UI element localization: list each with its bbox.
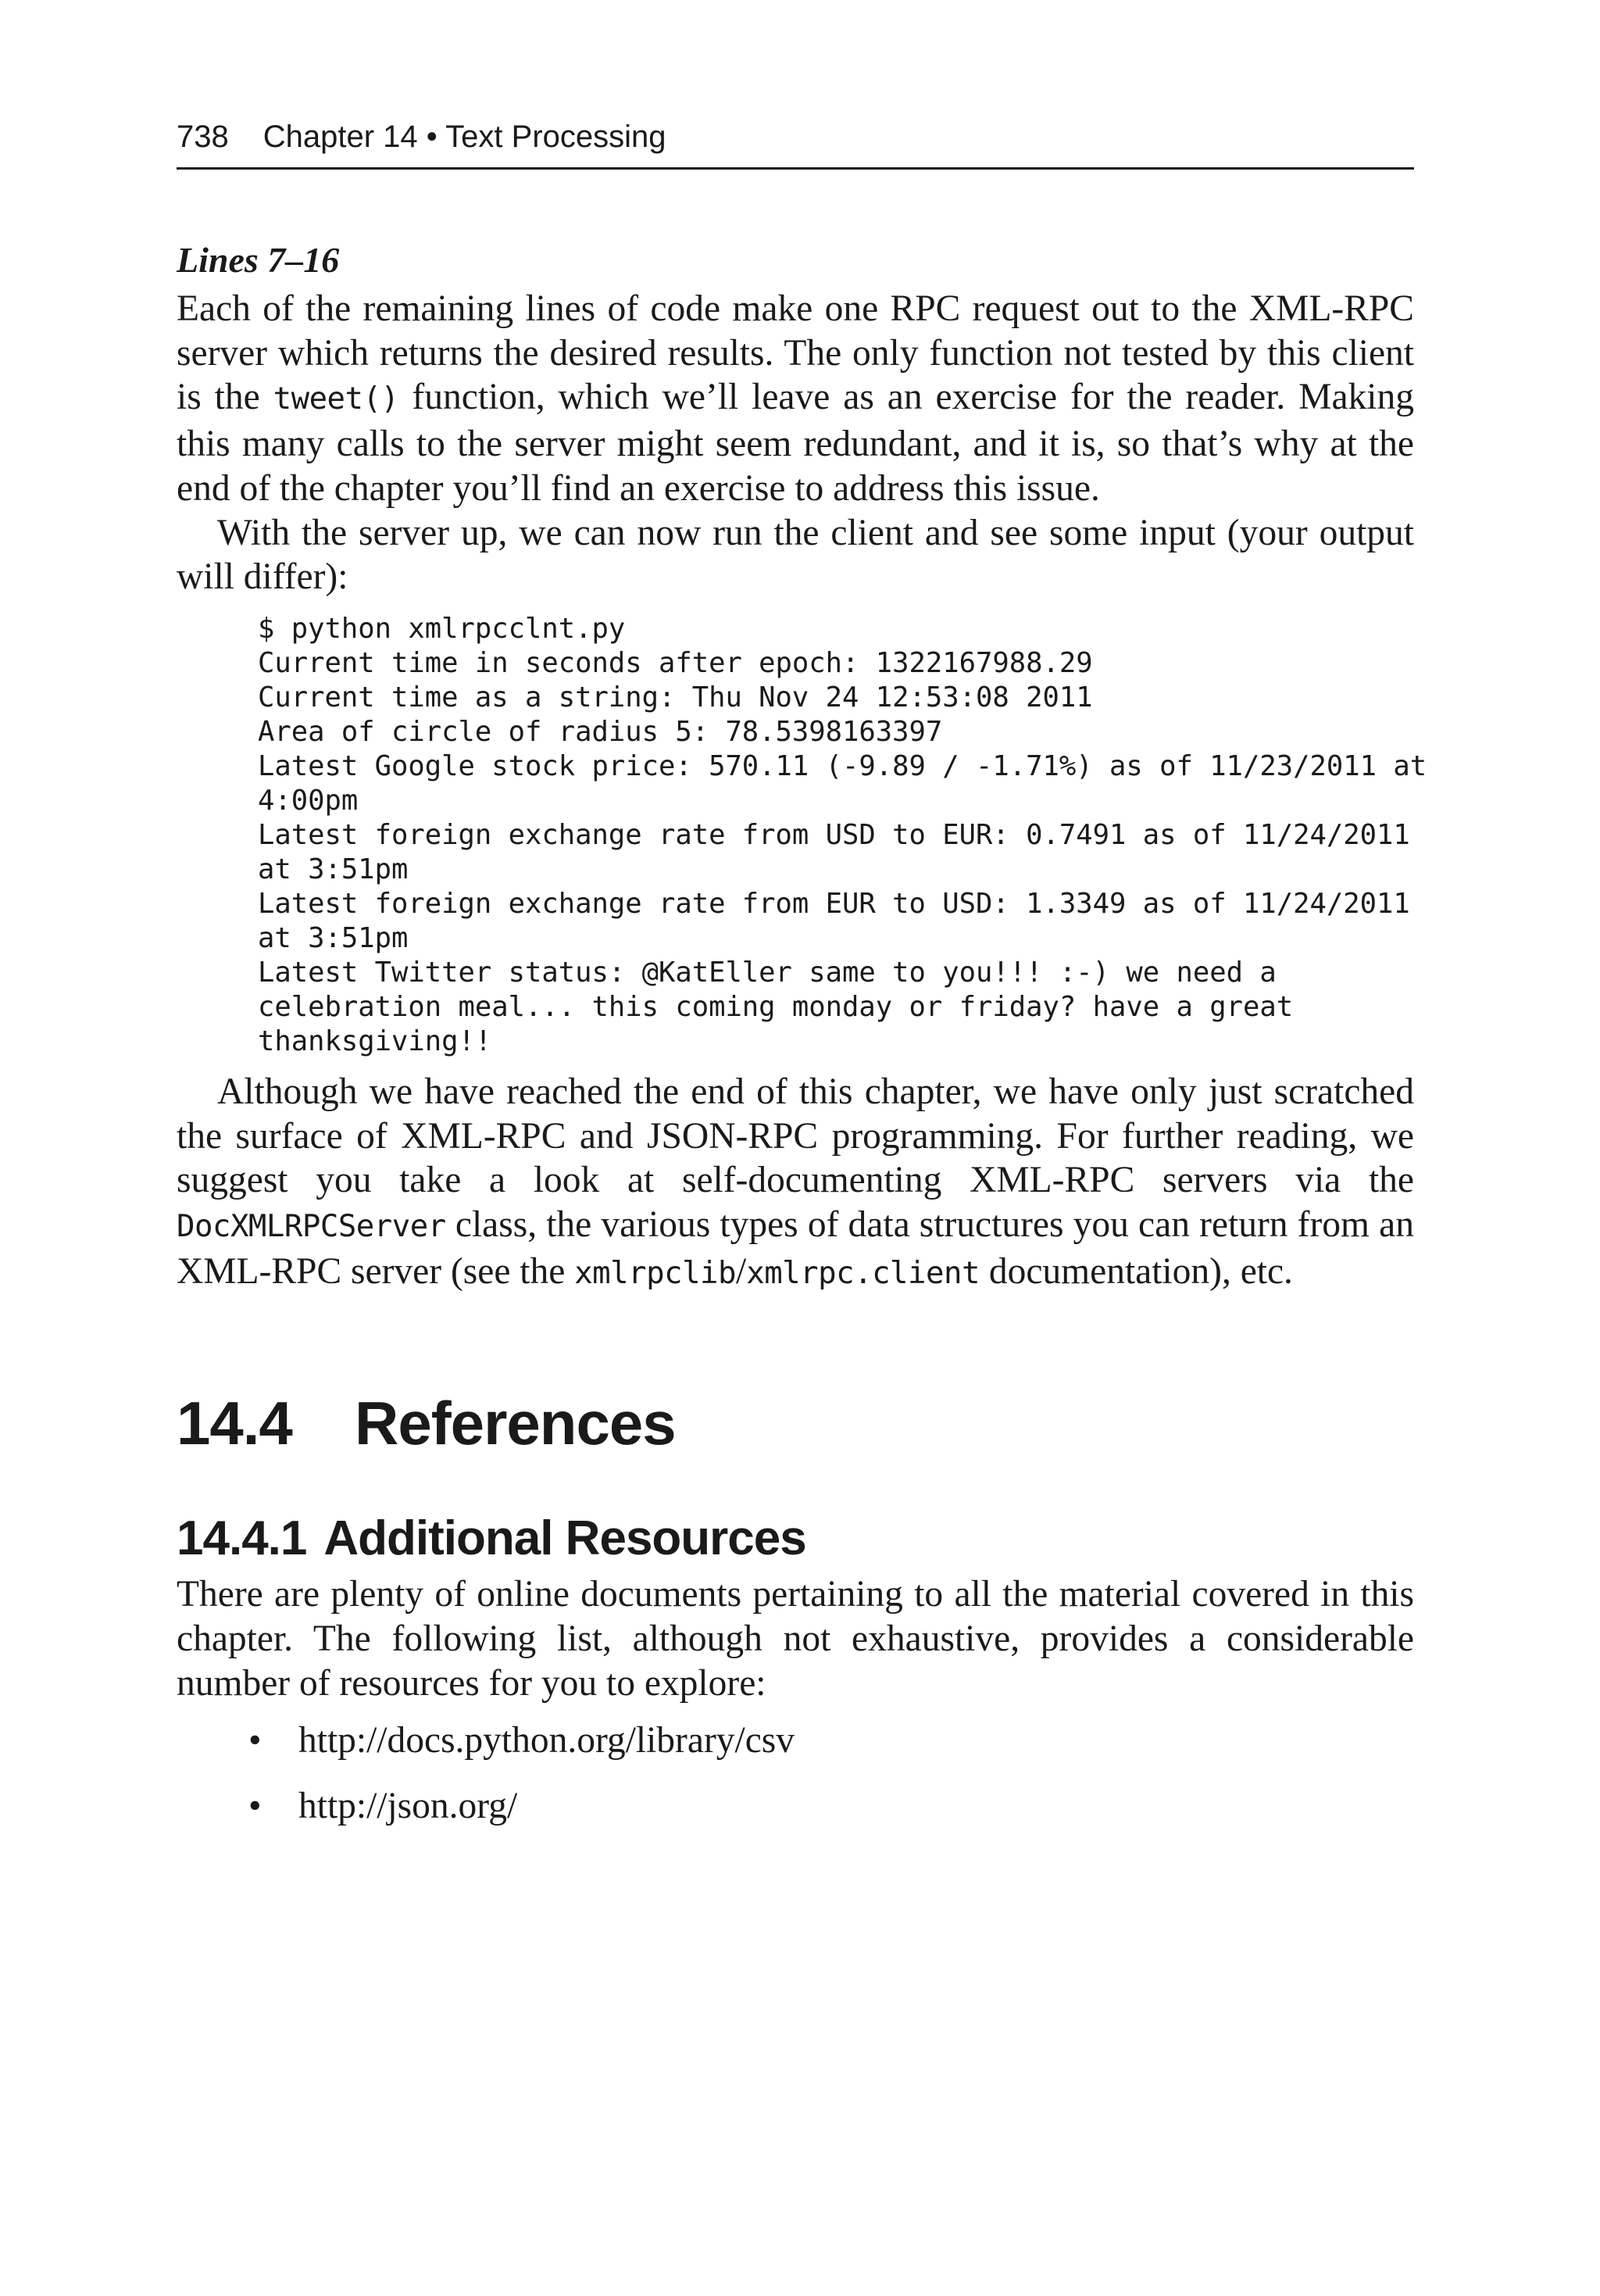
subsection-title: Additional Resources xyxy=(323,1511,806,1566)
page-number: 738 xyxy=(177,120,229,154)
para3-text-b: class, the various types of data structures you can return from an XML-RPC server (see the xyxy=(177,1204,1414,1292)
listing-line: thanksgiving!! xyxy=(258,1025,492,1057)
para3-slash: / xyxy=(736,1250,747,1292)
lines-subhead: Lines 7–16 xyxy=(177,240,340,280)
listing-line: Area of circle of radius 5: 78.5398163397 xyxy=(258,715,943,748)
bullet-icon: • xyxy=(248,1719,262,1761)
section-number: 14.4 xyxy=(177,1389,292,1458)
listing-line: Current time as a string: Thu Nov 24 12:53:08 2011 xyxy=(258,681,1093,713)
bullet-icon: • xyxy=(248,1785,262,1826)
section-title: References xyxy=(355,1389,676,1458)
resource-url: http://json.org/ xyxy=(298,1785,518,1826)
paragraph-further-reading xyxy=(177,1070,1414,1296)
para1-text-b: function, which we’ll leave as an exercise for the reader. Making this many calls to the server might seem redundant, and it is, so that’s why at the end of the chapter you’ll find an exercise to address this issue. xyxy=(177,377,1414,509)
listing-line: Latest Google stock price: 570.11 (-9.89 / -1.71%) as of 11/23/2011 at xyxy=(258,749,1427,782)
para3-text-c: documentation), etc. xyxy=(979,1250,1293,1292)
listing-line: Latest Twitter status: @KatEller same to you!!! :-) we need a xyxy=(258,956,1277,989)
inline-code-xmlrpc-client: xmlrpc.client xyxy=(746,1255,980,1291)
header-rule xyxy=(177,167,1414,170)
console-output-listing xyxy=(258,612,1427,1059)
inline-code-xmlrpclib: xmlrpclib xyxy=(574,1255,737,1291)
listing-line: at 3:51pm xyxy=(258,853,409,885)
listing-line: Latest foreign exchange rate from EUR to USD: 1.3349 as of 11/24/2011 xyxy=(258,887,1410,920)
paragraph-resources-intro: There are plenty of online documents pertaining to all the material covered in this chapter. The following list, although not exhaustive, provides a considerable number of resources for you to explore: xyxy=(177,1574,1414,1704)
para1-text-a: Each of the remaining lines of code make one RPC request out to the XML-RPC server which returns the desired results. The only function not tested by this client is the xyxy=(177,288,1414,418)
listing-line: celebration meal... this coming monday or friday? have a great xyxy=(258,990,1294,1023)
paragraph-run-client: With the server up, we can now run the client and see some input (your output will differ): xyxy=(177,512,1414,598)
running-header xyxy=(177,117,1414,161)
subsection-number: 14.4.1 xyxy=(177,1511,307,1566)
inline-code-tweet: tweet() xyxy=(273,381,399,417)
listing-line: 4:00pm xyxy=(258,784,359,817)
list-item xyxy=(177,1718,1414,1762)
section-heading xyxy=(177,1388,1414,1458)
resource-list xyxy=(177,1718,1414,1828)
listing-line: Current time in seconds after epoch: 1322167988.29 xyxy=(258,646,1093,679)
subsection-heading xyxy=(177,1510,1414,1568)
listing-line: Latest foreign exchange rate from USD to EUR: 0.7491 as of 11/24/2011 xyxy=(258,818,1410,851)
book-page xyxy=(177,117,1427,1850)
listing-line: $ python xmlrpcclnt.py xyxy=(258,612,626,645)
chapter-title: Chapter 14 • Text Processing xyxy=(262,120,666,154)
resource-url: http://docs.python.org/library/csv xyxy=(298,1719,795,1761)
paragraph-rpc-requests xyxy=(177,287,1414,511)
listing-line: at 3:51pm xyxy=(258,921,409,954)
inline-code-docxmlrpcserver: DocXMLRPCServer xyxy=(177,1209,446,1245)
list-item xyxy=(177,1784,1414,1828)
para3-text-a: Although we have reached the end of this chapter, we have only just scratched the surface of XML-RPC and JSON-RPC programming. For further reading, we suggest you take a look at self-documenting XML-RPC servers via the xyxy=(177,1071,1414,1201)
